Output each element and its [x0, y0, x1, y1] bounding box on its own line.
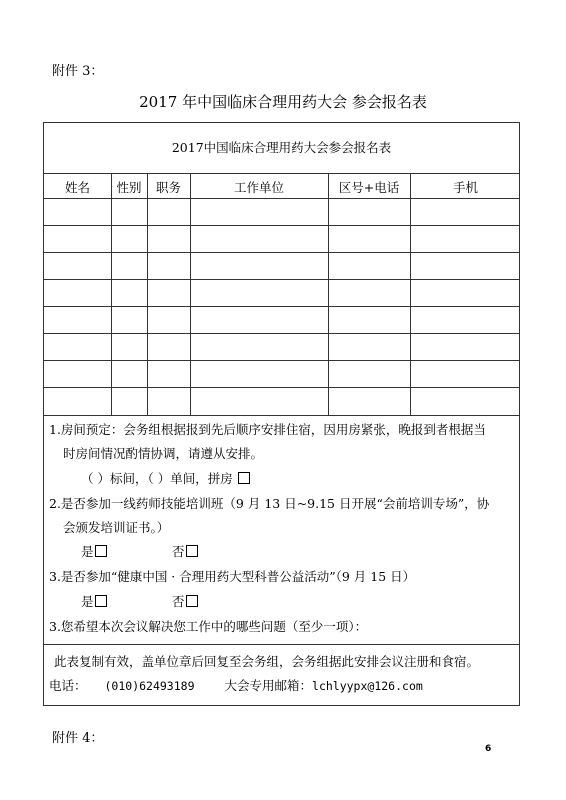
training-no-option: [172, 542, 198, 560]
activity-no-option: [172, 592, 198, 610]
grid-line: [44, 415, 519, 416]
header-position: 职务: [155, 180, 181, 195]
training-yes-checkbox[interactable]: [95, 545, 107, 557]
grid-line: [44, 173, 519, 174]
grid-line: [147, 173, 148, 415]
grid-line: [44, 644, 519, 645]
page-number: 6: [485, 744, 492, 754]
grid-line: [44, 306, 519, 307]
yes-label: 是: [81, 544, 94, 559]
table-title: 2017中国临床合理用药大会参会报名表: [171, 140, 392, 155]
note-training: 2.是否参加一线药师技能培训班（9 月 13 日~9.15 日开展“会前培训专场”，协: [49, 496, 490, 511]
grid-line: [44, 252, 519, 253]
email-label: 大会专用邮箱：: [224, 678, 313, 693]
activity-yes-option: [81, 592, 107, 610]
header-phone: 区号+电话: [338, 180, 400, 195]
grid-line: [111, 173, 112, 415]
grid-line: [44, 198, 519, 199]
no-label: 否: [172, 594, 185, 609]
note-issues: 3.您希望本次会议解决您工作中的哪些问题（至少一项）：: [49, 619, 368, 634]
room-type-options: [81, 469, 250, 487]
copy-note: 此表复制有效，盖单位章后回复至会务组，会务组据此安排会议注册和食宿。: [54, 654, 480, 669]
activity-no-checkbox[interactable]: [186, 595, 198, 607]
share-room-checkbox[interactable]: [238, 472, 250, 484]
grid-line: [44, 360, 519, 361]
note-room-booking-cont: 时房间情况酌情协调，请遵从安排。: [63, 446, 264, 461]
no-label: 否: [172, 544, 185, 559]
header-gender: 性别: [116, 180, 142, 195]
grid-line: [410, 173, 411, 415]
grid-line: [44, 387, 519, 388]
header-name: 姓名: [64, 180, 90, 195]
header-mobile: 手机: [452, 180, 478, 195]
grid-line: [44, 333, 519, 334]
grid-line: [190, 173, 191, 415]
document-title: 2017 年中国临床合理用药大会 参会报名表: [139, 93, 427, 111]
note-science-activity: 3.是否参加“健康中国 · 合理用药大型科普公益活动”（9 月 15 日）: [49, 569, 416, 584]
email-address[interactable]: lchlyypx@126.com: [312, 679, 423, 693]
phone-number: (010)62493189: [104, 679, 195, 693]
grid-line: [44, 279, 519, 280]
training-yes-option: [81, 542, 107, 560]
phone-label: 电话：: [49, 678, 87, 693]
attachment-3-label: 附件 3：: [52, 64, 104, 79]
room-type-text: （ ）标间，（ ）单间，拼房: [81, 471, 233, 486]
training-no-checkbox[interactable]: [186, 545, 198, 557]
grid-line: [44, 225, 519, 226]
note-room-booking: 1.房间预定：会务组根据报到先后顺序安排住宿，因用房紧张，晚报到者根据当: [49, 422, 486, 437]
contact-line: [49, 676, 423, 694]
yes-label: 是: [81, 594, 94, 609]
note-training-cont: 会颁发培训证书。）: [63, 520, 170, 535]
activity-yes-checkbox[interactable]: [95, 595, 107, 607]
attachment-4-label: 附件 4：: [52, 731, 104, 746]
header-workplace: 工作单位: [233, 180, 284, 195]
grid-line: [328, 173, 329, 415]
registration-form: [43, 122, 520, 706]
